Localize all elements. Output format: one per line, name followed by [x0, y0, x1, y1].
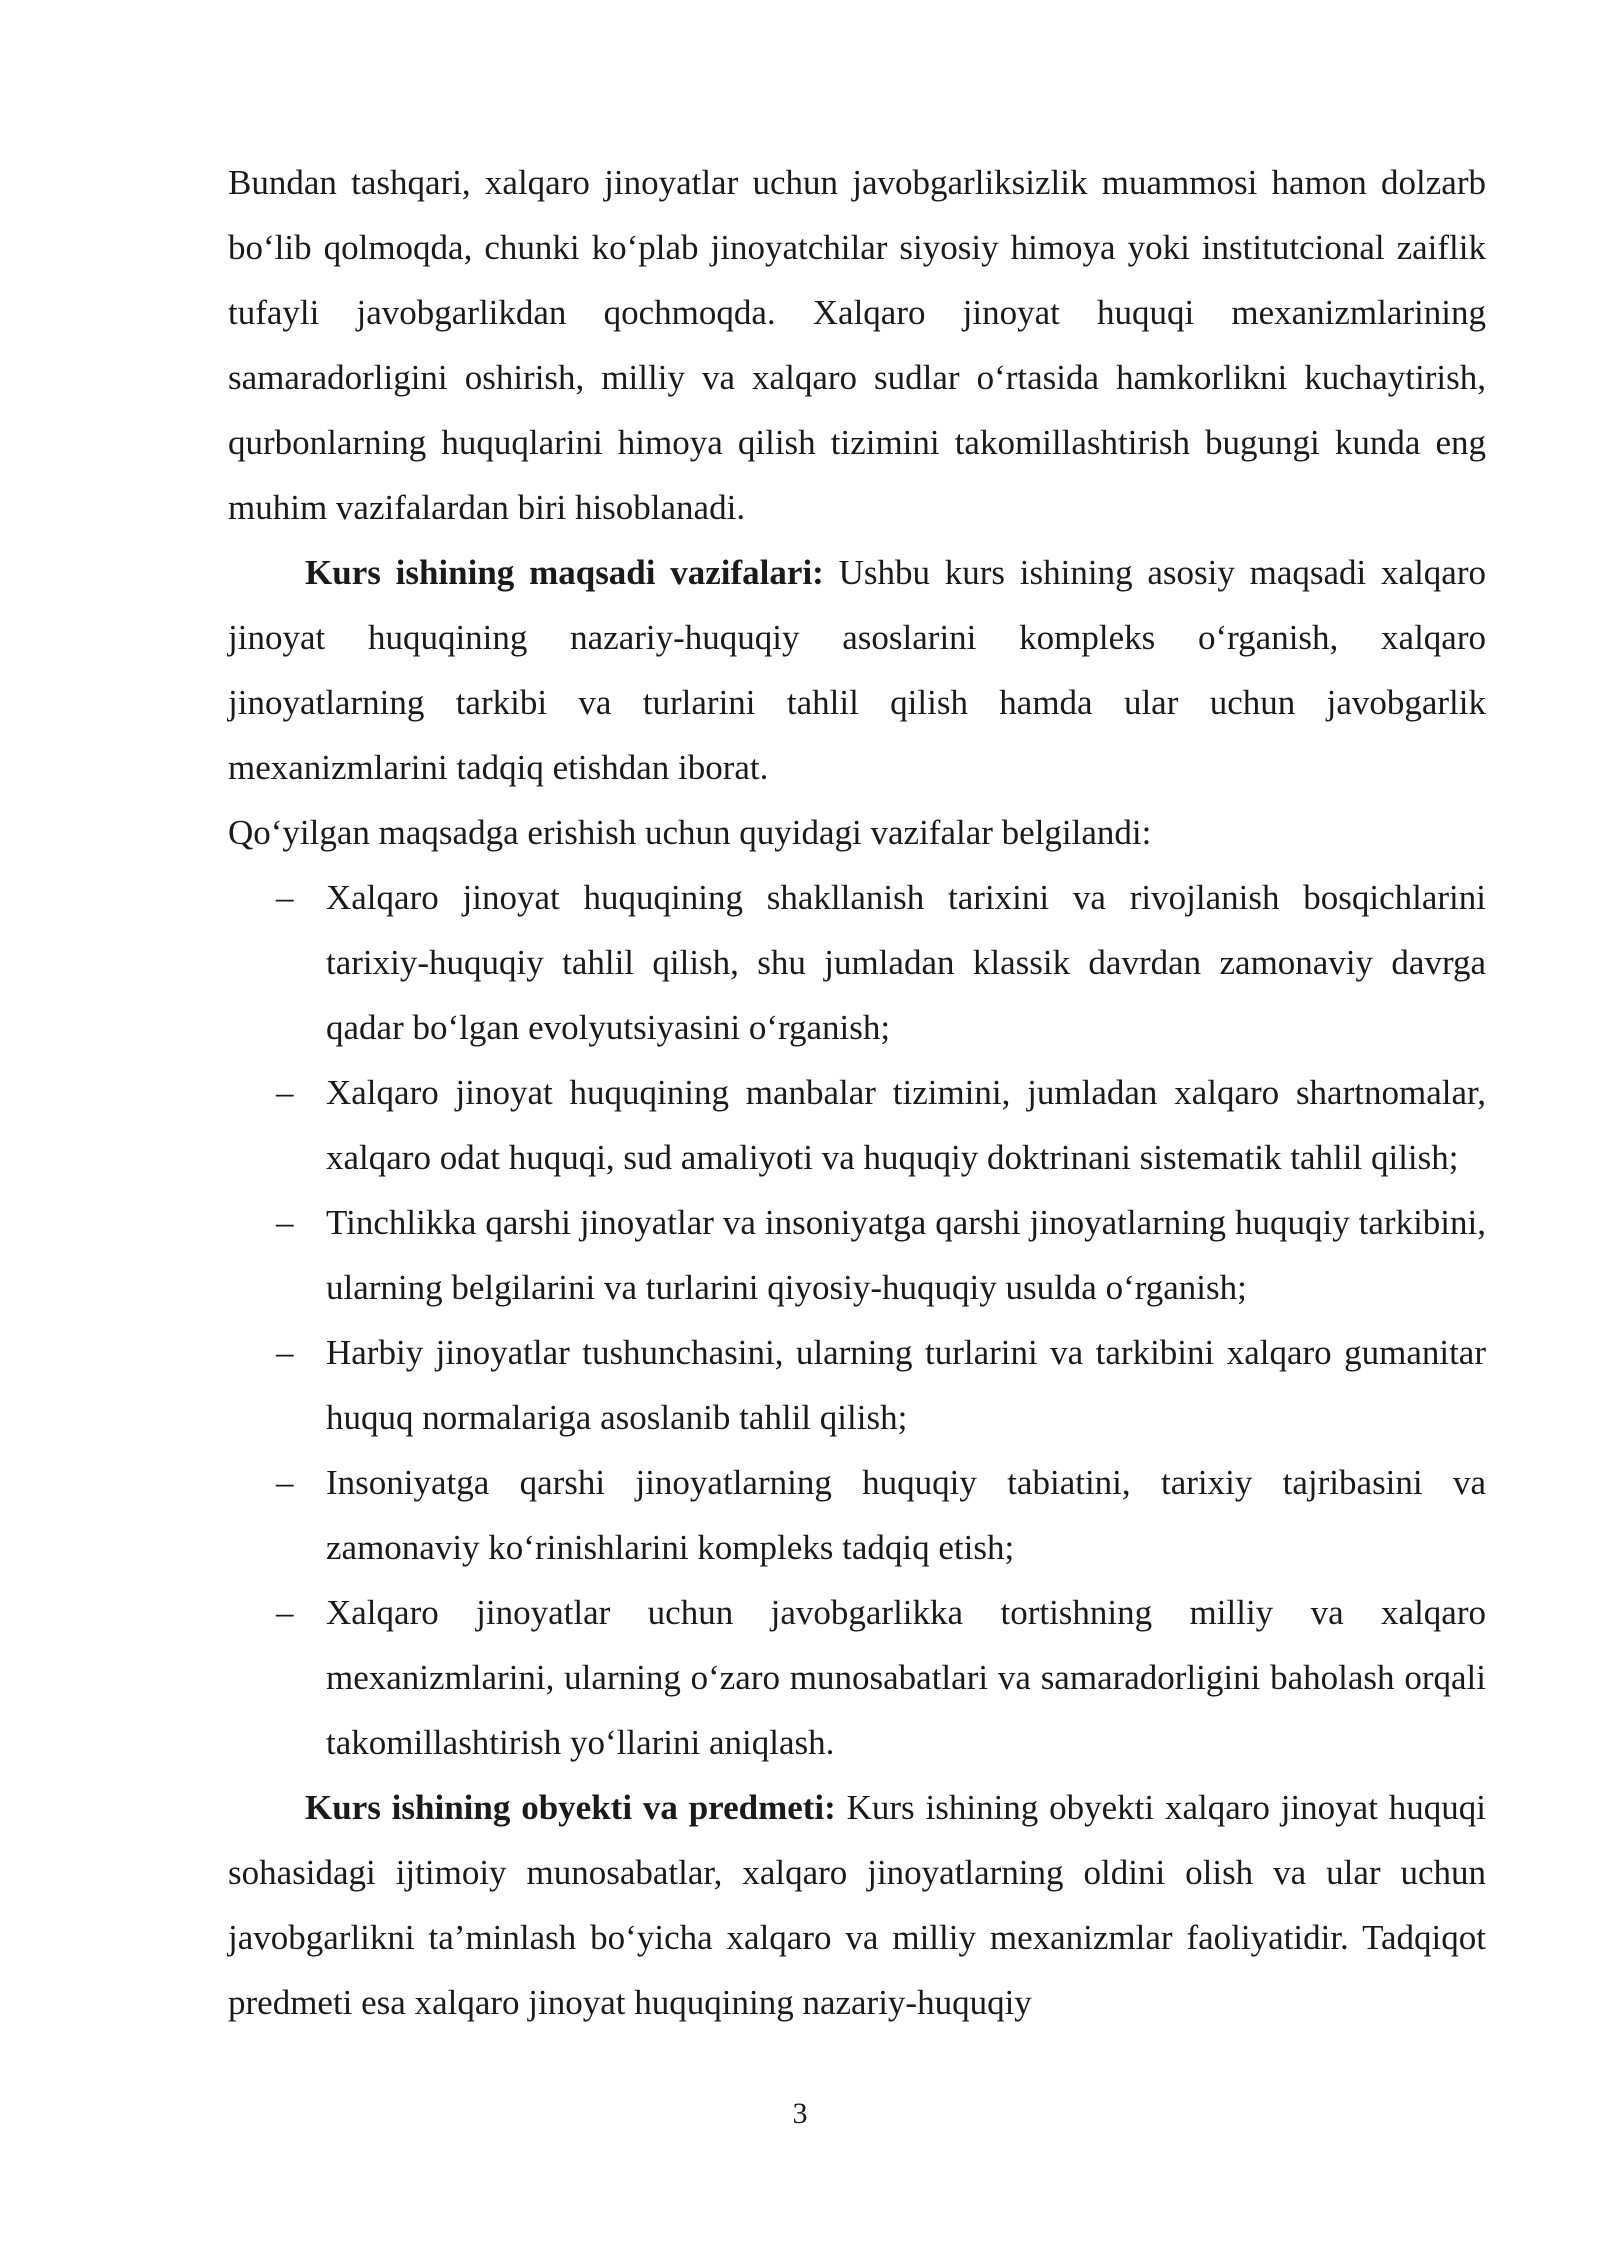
bullet-dash: – — [276, 878, 294, 917]
bullet-dash: – — [276, 1463, 294, 1502]
list-item — [228, 1580, 1486, 1775]
page-number: 3 — [792, 2097, 808, 2130]
task-text: Tinchlikka qarshi jinoyatlar va insoniyatga qarshi jinoyatlarning huquqiy tarkibini, ularning belgilarini va turlarini qiyosiy-huquqiy usulda o‘rganish; — [326, 1203, 1486, 1307]
bullet-dash: – — [276, 1333, 294, 1372]
intro-paragraph: Bundan tashqari, xalqaro jinoyatlar uchun javobgarliksizlik muammosi hamon dolzarb bo‘lib qolmoqda, chunki ko‘plab jinoyatchilar siyosiy himoya yoki institutcional zaiflik tufayli javobgarlikdan qochmoqda. Xalqaro jinoyat huquqi mexanizmlarining samaradorligini oshirish, milliy va xalqaro sudlar o‘rtasida hamkorlikni kuchaytirish, qurbonlarning huquqlarini himoya qilish tizimini takomillashtirish bugungi kunda eng muhim vazifalardan biri hisoblanadi. — [228, 163, 1486, 527]
object-paragraph — [228, 1775, 1486, 2035]
goal-paragraph — [228, 540, 1486, 800]
task-text: Insoniyatga qarshi jinoyatlarning huquqiy tabiatini, tarixiy tajribasini va zamonaviy ko‘rinishlarini kompleks tadqiq etish; — [326, 1463, 1486, 1567]
task-text: Xalqaro jinoyat huquqining shakllanish tarixini va rivojlanish bosqichlarini tarixiy-huquqiy tahlil qilish, shu jumladan klassik davrdan zamonaviy davrga qadar bo‘lgan evolyutsiyasini o‘rganish; — [326, 878, 1486, 1047]
object-heading: Kurs ishining obyekti va predmeti: — [305, 1788, 836, 1827]
list-item — [228, 1190, 1486, 1320]
tasks-intro: Qo‘yilgan maqsadga erishish uchun quyidagi vazifalar belgilandi: — [228, 813, 1152, 852]
task-text: Xalqaro jinoyat huquqining manbalar tizimini, jumladan xalqaro shartnomalar, xalqaro odat huquqi, sud amaliyoti va huquqiy doktrinani sistematik tahlil qilish; — [326, 1073, 1486, 1177]
object-text: Kurs ishining obyekti xalqaro jinoyat huquqi sohasidagi ijtimoiy munosabatlar, xalqaro jinoyatlarning oldini olish va ular uchun javobgarlikni ta’minlash bo‘yicha xalqaro va milliy mexanizmlar faoliyatidir. Tadqiqot predmeti esa xalqaro jinoyat huquqining nazariy-huquqiy — [228, 1788, 1486, 2022]
list-item — [228, 865, 1486, 1060]
list-item — [228, 1060, 1486, 1190]
list-item — [228, 1320, 1486, 1450]
document-page — [228, 150, 1486, 2035]
bullet-dash: – — [276, 1593, 294, 1632]
list-item — [228, 1450, 1486, 1580]
tasks-list — [228, 865, 1486, 1775]
goal-heading: Kurs ishining maqsadi vazifalari: — [305, 553, 824, 592]
task-text: Xalqaro jinoyatlar uchun javobgarlikka tortishning milliy va xalqaro mexanizmlarini, ularning o‘zaro munosabatlari va samaradorligini baholash orqali takomillashtirish yo‘llarini aniqlash. — [326, 1593, 1486, 1762]
task-text: Harbiy jinoyatlar tushunchasini, ularning turlarini va tarkibini xalqaro gumanitar huquq normalariga asoslanib tahlil qilish; — [326, 1333, 1486, 1437]
bullet-dash: – — [276, 1073, 294, 1112]
bullet-dash: – — [276, 1203, 294, 1242]
goal-text: Ushbu kurs ishining asosiy maqsadi xalqaro jinoyat huquqining nazariy-huquqiy asoslarini kompleks o‘rganish, xalqaro jinoyatlarning tarkibi va turlarini tahlil qilish hamda ular uchun javobgarlik mexanizmlarini tadqiq etishdan iborat. — [228, 553, 1486, 787]
